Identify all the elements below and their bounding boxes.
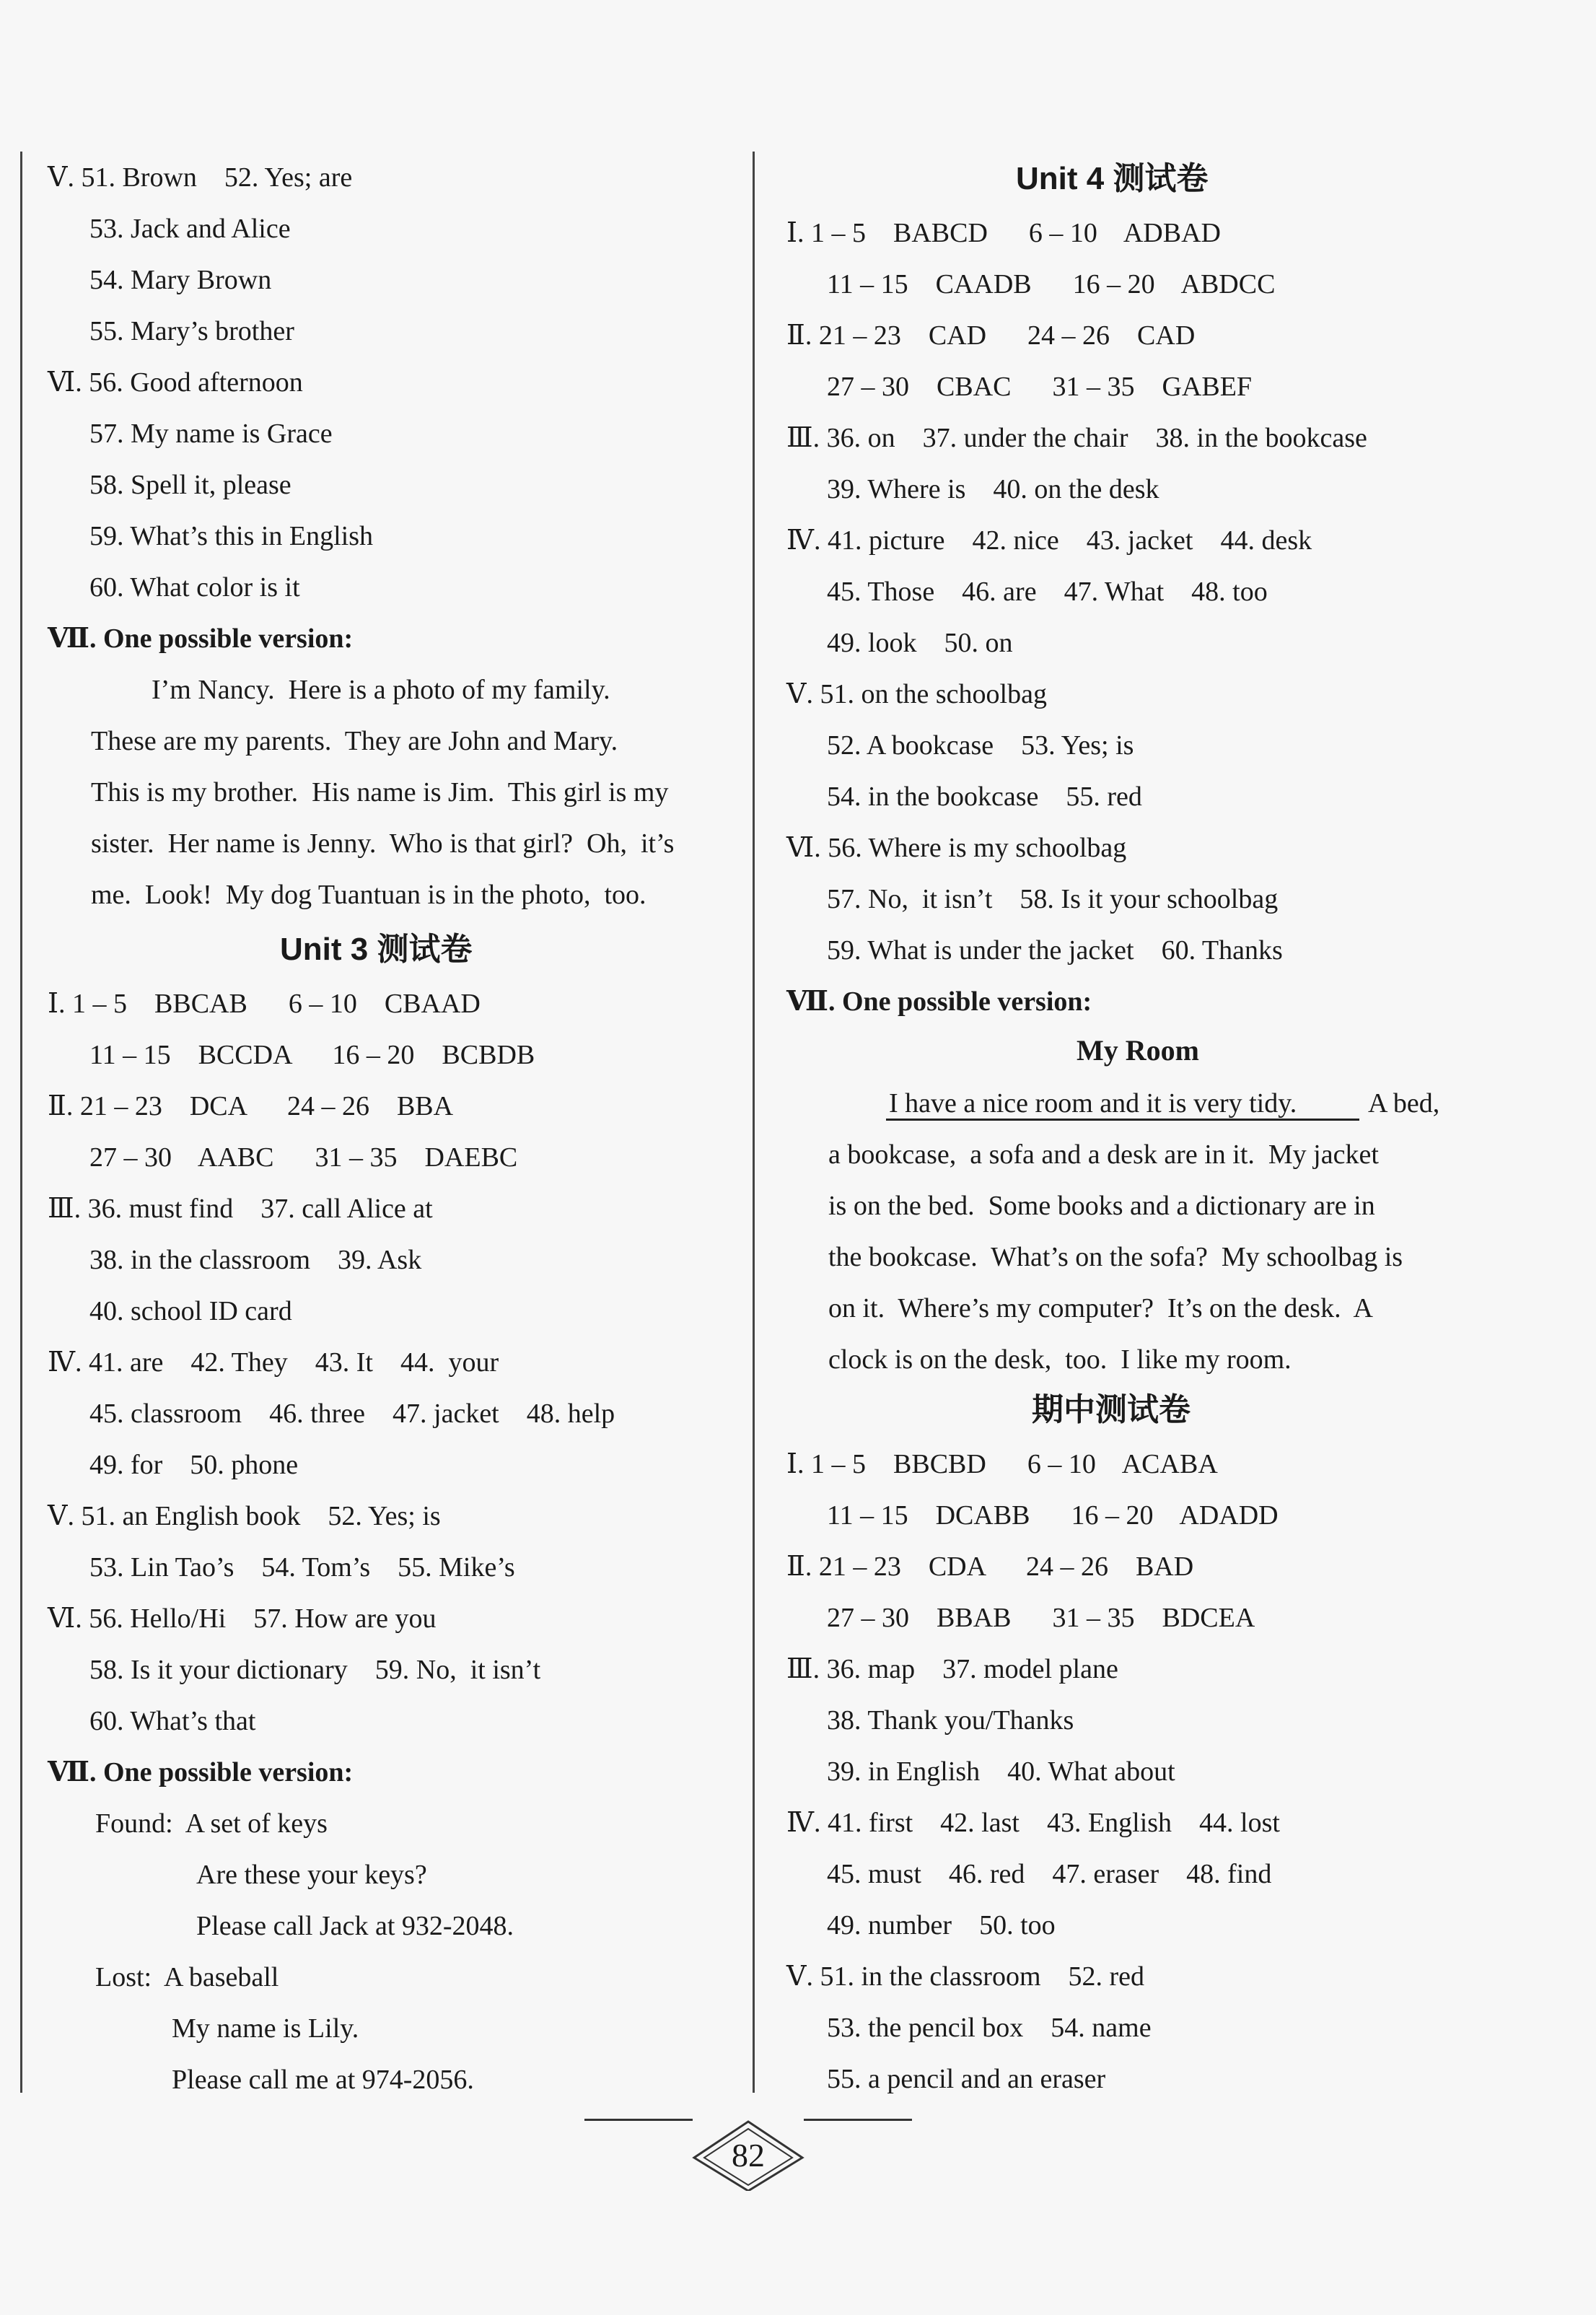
answer-line: 59. What is under the jacket 60. Thanks [827,935,1283,966]
answer-line: 58. Spell it, please [89,470,291,500]
answer-line: 49. look 50. on [827,628,1013,658]
answer-line: 11 – 15 BCCDA 16 – 20 BCBDB [89,1040,535,1070]
answer-line: 55. a pencil and an eraser [827,2064,1106,2094]
answer-line: 45. Those 46. are 47. What 48. too [827,577,1268,607]
answer-line: Ⅵ. 56. Good afternoon [48,367,303,398]
answer-line: Ⅴ. 51. on the schoolbag [786,679,1047,709]
answer-line: 45. must 46. red 47. eraser 48. find [827,1859,1272,1889]
paragraph-line: me. Look! My dog Tuantuan is in the photo, too. [91,880,646,910]
answer-line: Ⅰ. 1 – 5 BBCBD 6 – 10 ACABA [786,1449,1218,1479]
paragraph-line: on it. Where’s my computer? It’s on the desk. A [828,1293,1373,1323]
answer-line: 27 – 30 BBAB 31 – 35 BDCEA [827,1603,1255,1633]
heading-unit-4: Unit 4 测试卷 [1016,161,1209,196]
answer-line: 40. school ID card [89,1296,292,1326]
column-divider [753,152,755,2093]
section-label: Ⅶ. One possible version: [48,1757,354,1787]
answer-line: 59. What’s this in English [89,521,374,551]
answer-line: 54. Mary Brown [89,265,272,295]
answer-line: 53. Lin Tao’s 54. Tom’s 55. Mike’s [89,1552,515,1583]
footer-rule-right [804,2119,912,2121]
answer-line: 39. in English 40. What about [827,1756,1175,1787]
topic-sentence: I have a nice room and it is very tidy. [889,1088,1297,1119]
answer-line: 39. Where is 40. on the desk [827,474,1159,504]
answer-line: Ⅱ. 21 – 23 CAD 24 – 26 CAD [786,320,1196,351]
heading-unit-3: Unit 3 测试卷 [280,932,473,967]
answer-line: 52. A bookcase 53. Yes; is [827,730,1134,761]
answer-line: 55. Mary’s brother [89,316,294,346]
answer-line: 53. Jack and Alice [89,214,291,244]
notice-line: Are these your keys? [196,1860,427,1890]
answer-line: 54. in the bookcase 55. red [827,782,1142,812]
essay-title: My Room [1077,1034,1199,1067]
notice-line: Found: A set of keys [95,1808,328,1839]
answer-line: Ⅲ. 36. on 37. under the chair 38. in the bookcase [786,423,1367,453]
notice-line: Lost: A baseball [95,1962,279,1992]
section-label: Ⅶ. One possible version: [786,986,1092,1017]
answer-line: 27 – 30 AABC 31 – 35 DAEBC [89,1142,518,1173]
answer-line: Ⅱ. 21 – 23 DCA 24 – 26 BBA [48,1091,454,1121]
topic-sentence-underline [886,1119,1359,1121]
notice-line: Please call me at 974-2056. [172,2065,474,2095]
answer-line: 49. for 50. phone [89,1450,299,1480]
answer-line: Ⅰ. 1 – 5 BABCD 6 – 10 ADBAD [786,218,1221,248]
paragraph-line: A bed, [1368,1088,1440,1119]
paragraph-line: a bookcase, a sofa and a desk are in it. My jacket [828,1139,1379,1170]
paragraph-line: I’m Nancy. Here is a photo of my family. [152,675,610,705]
answer-line: 57. My name is Grace [89,419,333,449]
answer-line: Ⅳ. 41. picture 42. nice 43. jacket 44. desk [786,525,1312,556]
answer-line: 60. What’s that [89,1706,256,1736]
paragraph-line: These are my parents. They are John and Mary. [91,726,618,756]
answer-line: Ⅱ. 21 – 23 CDA 24 – 26 BAD [786,1552,1194,1582]
answer-line: 58. Is it your dictionary 59. No, it isn’t [89,1655,541,1685]
answer-line: 11 – 15 DCABB 16 – 20 ADADD [827,1500,1279,1531]
answer-line: 38. in the classroom 39. Ask [89,1245,422,1275]
answer-line: Ⅵ. 56. Hello/Hi 57. How are you [48,1603,437,1634]
notice-line: Please call Jack at 932-2048. [196,1911,514,1941]
page-number: 82 [732,2137,765,2174]
answer-line: 38. Thank you/Thanks [827,1705,1074,1736]
answer-line: 27 – 30 CBAC 31 – 35 GABEF [827,372,1253,402]
answer-line: Ⅳ. 41. first 42. last 43. English 44. lost [786,1808,1280,1838]
section-label: Ⅶ. One possible version: [48,623,354,654]
answer-line: 45. classroom 46. three 47. jacket 48. help [89,1399,615,1429]
paragraph-line: This is my brother. His name is Jim. This girl is my [91,777,669,808]
answer-line: 60. What color is it [89,572,300,603]
answer-line: 49. number 50. too [827,1910,1056,1940]
answer-line: Ⅲ. 36. map 37. model plane [786,1654,1118,1684]
answer-line: Ⅵ. 56. Where is my schoolbag [786,833,1127,863]
paragraph-line: is on the bed. Some books and a dictionary are in [828,1191,1375,1221]
paragraph-line: the bookcase. What’s on the sofa? My schoolbag is [828,1242,1403,1272]
footer-rule-left [584,2119,693,2121]
answer-line: 53. the pencil box 54. name [827,2013,1152,2043]
paragraph-line: sister. Her name is Jenny. Who is that girl? Oh, it’s [91,828,675,859]
answer-line: Ⅴ. 51. an English book 52. Yes; is [48,1501,441,1531]
answer-line: Ⅲ. 36. must find 37. call Alice at [48,1194,433,1224]
answer-line: Ⅰ. 1 – 5 BBCAB 6 – 10 CBAAD [48,989,481,1019]
left-margin-rule [20,152,22,2093]
paragraph-line: clock is on the desk, too. I like my room. [828,1344,1292,1375]
answer-line: 11 – 15 CAADB 16 – 20 ABDCC [827,269,1276,299]
answer-line: Ⅴ. 51. in the classroom 52. red [786,1961,1145,1992]
notice-line: My name is Lily. [172,2013,359,2044]
answer-line: Ⅳ. 41. are 42. They 43. It 44. your [48,1347,499,1378]
answer-line: Ⅴ. 51. Brown 52. Yes; are [48,162,353,193]
heading-midterm: 期中测试卷 [1032,1392,1191,1427]
answer-line: 57. No, it isn’t 58. Is it your schoolbag [827,884,1279,914]
